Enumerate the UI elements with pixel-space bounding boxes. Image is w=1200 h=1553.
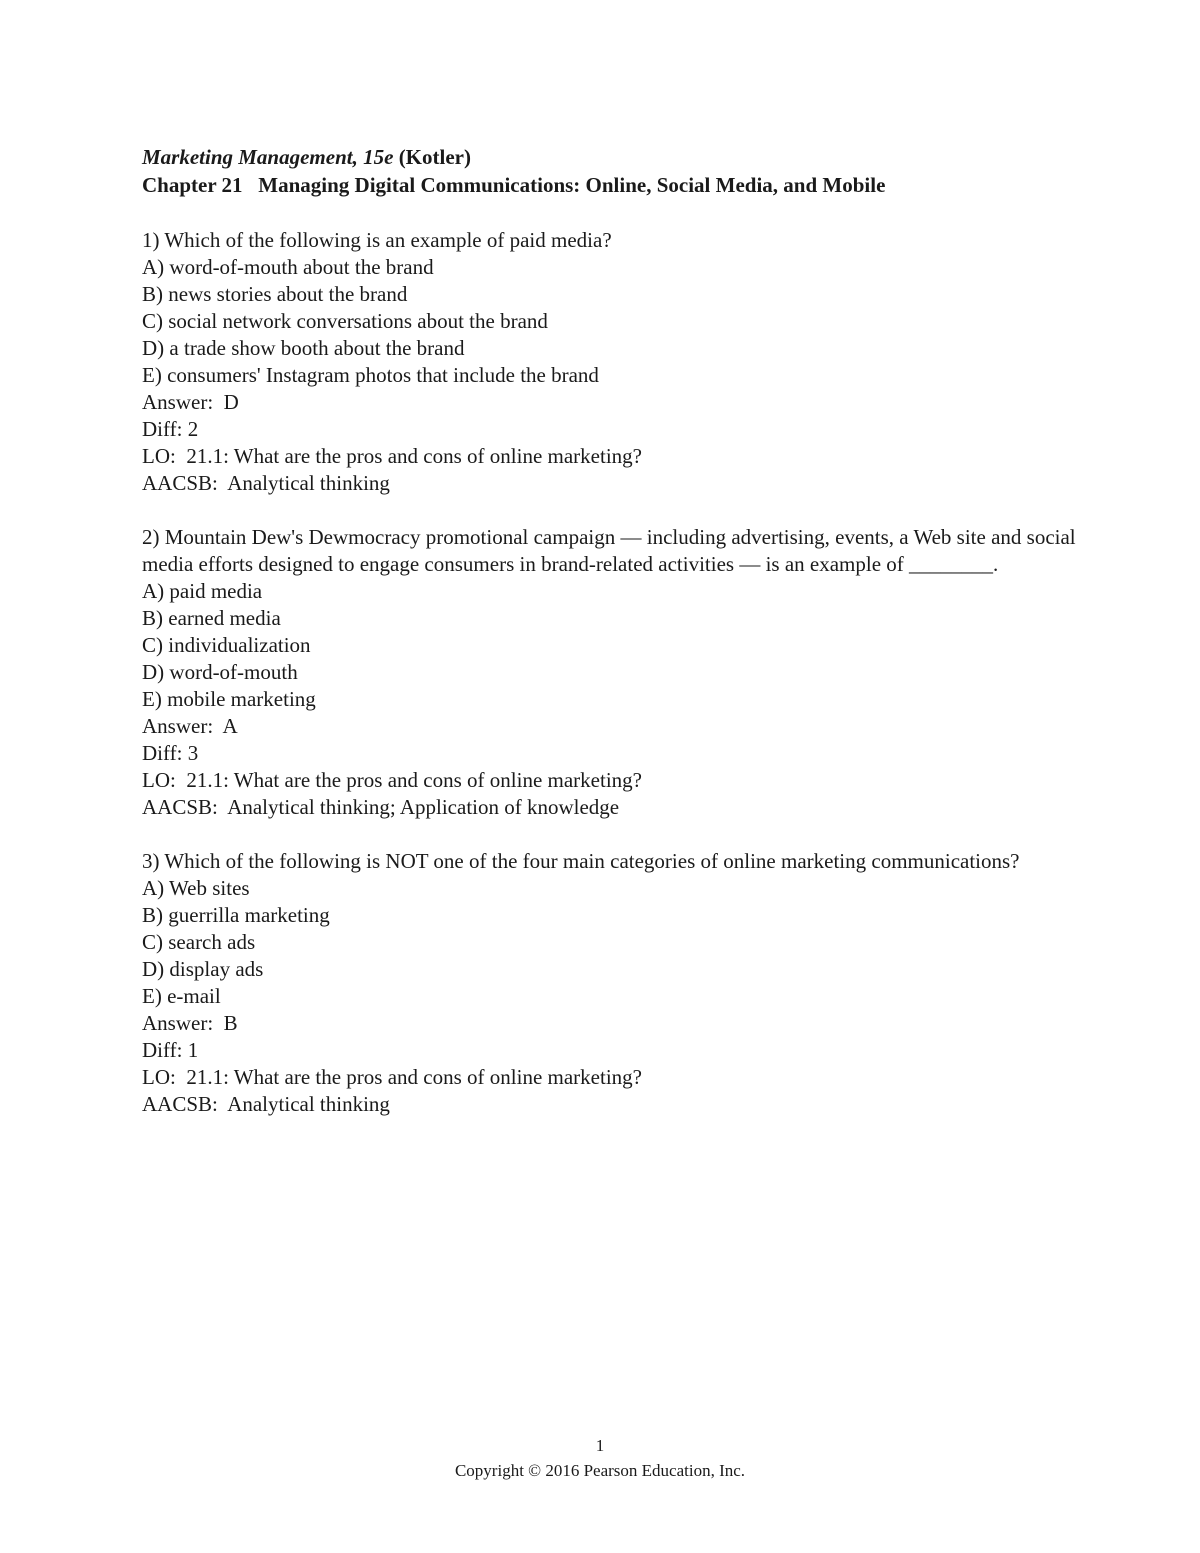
copyright-notice: Copyright © 2016 Pearson Education, Inc. <box>454 1461 746 1480</box>
page-number: 1 <box>595 1436 605 1455</box>
question-2 <box>142 524 1082 821</box>
option-e: E) e-mail <box>142 984 221 1008</box>
difficulty: Diff: 2 <box>142 417 199 441</box>
option-e: E) mobile marketing <box>142 687 316 711</box>
question-stem: 1) Which of the following is an example of paid media? <box>142 228 612 252</box>
learning-objective: LO: 21.1: What are the pros and cons of online marketing? <box>142 768 642 792</box>
difficulty: Diff: 3 <box>142 741 199 765</box>
answer: Answer: B <box>142 1011 238 1035</box>
option-b: B) guerrilla marketing <box>142 903 330 927</box>
option-c: C) individualization <box>142 633 311 657</box>
book-title-author: (Kotler) <box>393 145 471 169</box>
option-c: C) social network conversations about the brand <box>142 309 548 333</box>
option-a: A) word-of-mouth about the brand <box>142 255 434 279</box>
book-title-italic: Marketing Management, 15e <box>142 145 394 169</box>
option-d: D) word-of-mouth <box>142 660 298 684</box>
aacsb: AACSB: Analytical thinking <box>142 471 390 495</box>
question-1 <box>142 227 1082 497</box>
option-d: D) a trade show booth about the brand <box>142 336 465 360</box>
option-a: A) Web sites <box>142 876 250 900</box>
learning-objective: LO: 21.1: What are the pros and cons of online marketing? <box>142 444 642 468</box>
answer: Answer: D <box>142 390 239 414</box>
learning-objective: LO: 21.1: What are the pros and cons of online marketing? <box>142 1065 642 1089</box>
chapter-title: Chapter 21 Managing Digital Communications: Online, Social Media, and Mobile <box>142 173 886 197</box>
option-b: B) earned media <box>142 606 281 630</box>
question-stem: 3) Which of the following is NOT one of the four main categories of online marketing communications? <box>142 849 1020 873</box>
option-b: B) news stories about the brand <box>142 282 408 306</box>
aacsb: AACSB: Analytical thinking <box>142 1092 390 1116</box>
aacsb: AACSB: Analytical thinking; Application of knowledge <box>142 795 620 819</box>
option-e: E) consumers' Instagram photos that include the brand <box>142 363 599 387</box>
answer: Answer: A <box>142 714 238 738</box>
option-c: C) search ads <box>142 930 256 954</box>
option-d: D) display ads <box>142 957 264 981</box>
option-a: A) paid media <box>142 579 263 603</box>
question-stem: 2) Mountain Dew's Dewmocracy promotional campaign — including advertising, events, a Web site and social media efforts designed to engage consumers in brand-related activities — is an example of ________. <box>142 525 1076 576</box>
question-3 <box>142 848 1082 1118</box>
book-title <box>142 143 1082 171</box>
difficulty: Diff: 1 <box>142 1038 199 1062</box>
document-content <box>142 143 1082 1145</box>
